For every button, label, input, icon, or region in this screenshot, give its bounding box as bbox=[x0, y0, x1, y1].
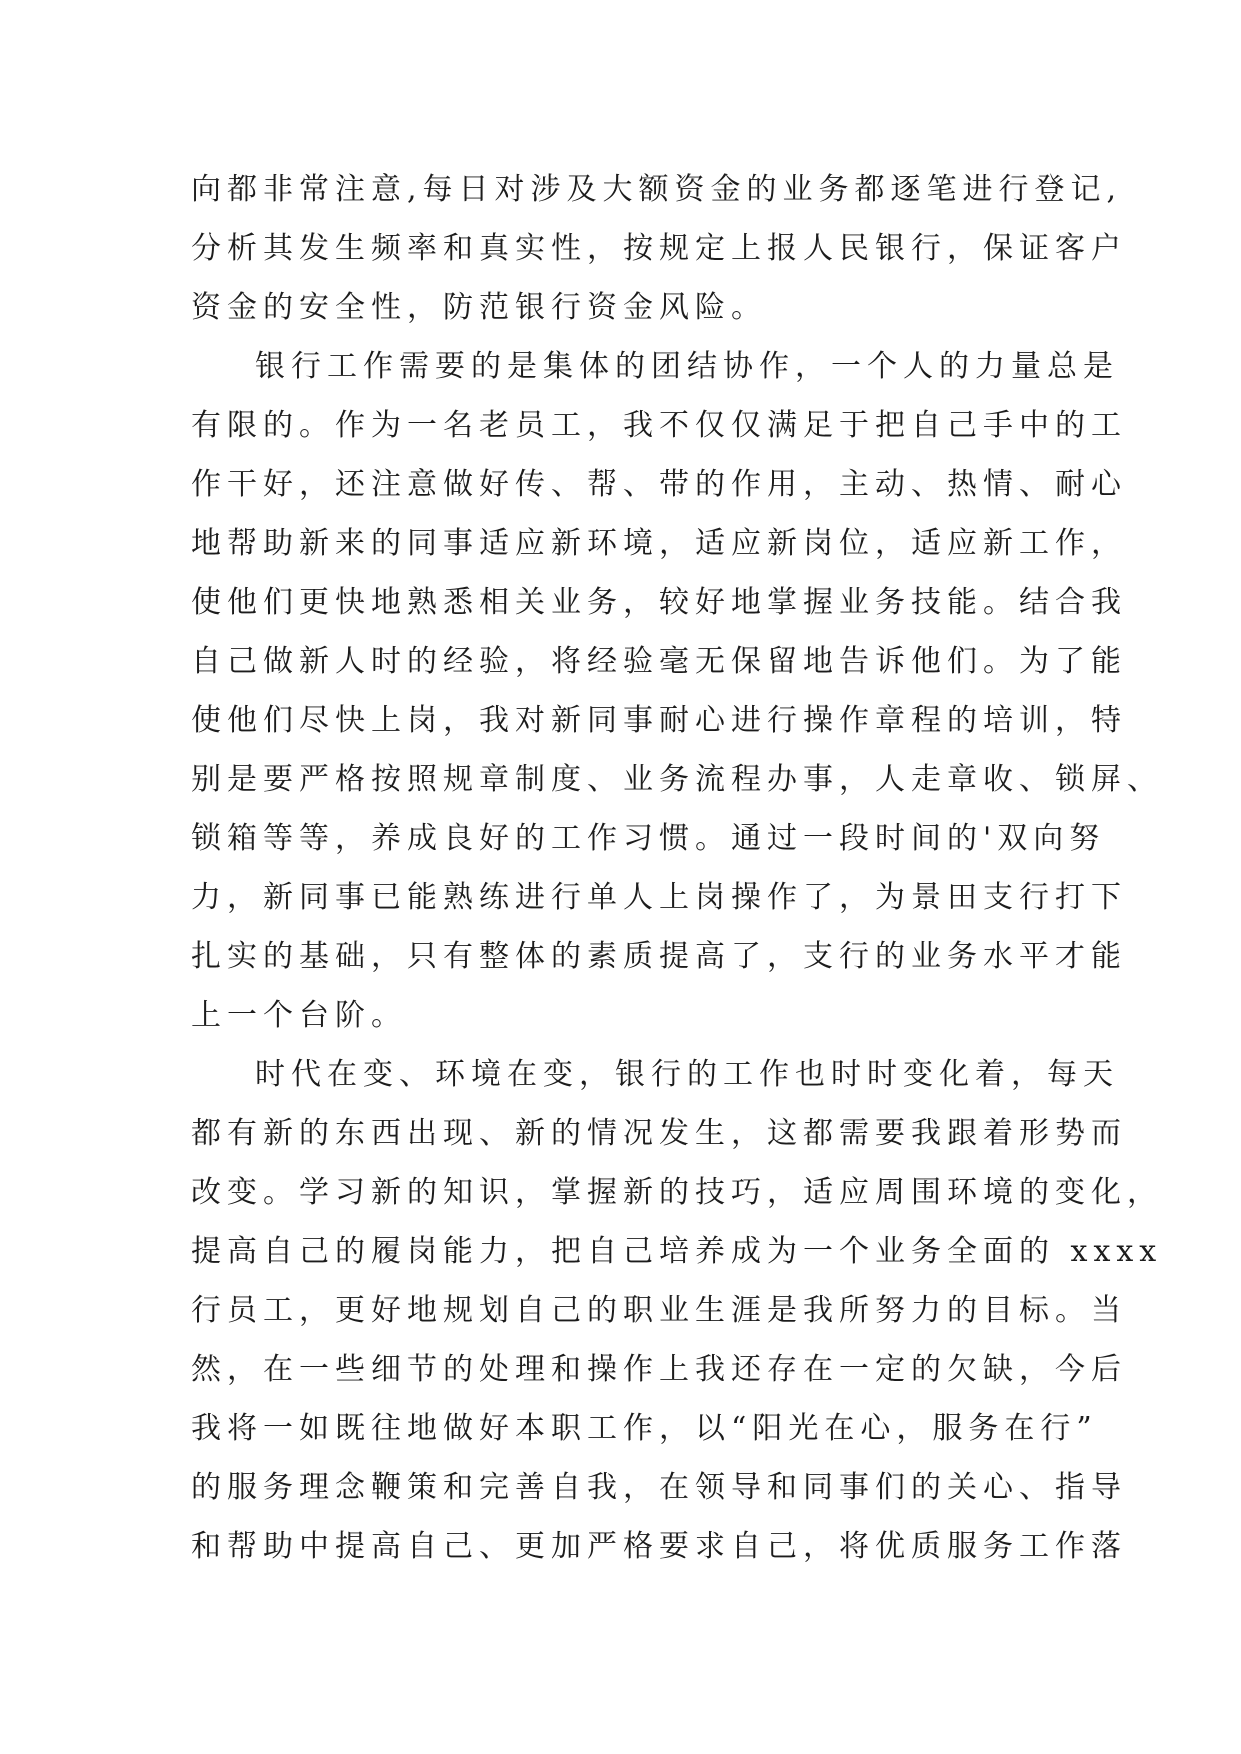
text-line: 分析其发生频率和真实性，按规定上报人民银行，保证客户 bbox=[191, 231, 1127, 266]
text-line: 别是要严格按照规章制度、业务流程办事，人走章收、锁屏、 bbox=[191, 762, 1163, 797]
text-line: 有限的。作为一名老员工，我不仅仅满足于把自己手中的工 bbox=[191, 408, 1127, 443]
text-line: 提高自己的履岗能力，把自己培养成为一个业务全面的 xxxx bbox=[191, 1234, 1163, 1269]
text-line: 向都非常注意,每日对涉及大额资金的业务都逐笔进行登记, bbox=[191, 172, 1123, 207]
text-line: 和帮助中提高自己、更加严格要求自己，将优质服务工作落 bbox=[191, 1529, 1127, 1564]
paragraph-start-line: 时代在变、环境在变，银行的工作也时时变化着，每天 bbox=[255, 1057, 1119, 1092]
paragraph-start-line: 银行工作需要的是集体的团结协作，一个人的力量总是 bbox=[255, 349, 1119, 384]
text-line: 都有新的东西出现、新的情况发生，这都需要我跟着形势而 bbox=[191, 1116, 1127, 1151]
text-line: 使他们更快地熟悉相关业务，较好地掌握业务技能。结合我 bbox=[191, 585, 1127, 620]
text-line: 资金的安全性，防范银行资金风险。 bbox=[191, 290, 767, 325]
text-line: 我将一如既往地做好本职工作，以“阳光在心，服务在行” bbox=[191, 1411, 1098, 1446]
text-line: 使他们尽快上岗，我对新同事耐心进行操作章程的培训，特 bbox=[191, 703, 1127, 738]
text-line: 锁箱等等，养成良好的工作习惯。通过一段时间的'双向努 bbox=[191, 821, 1106, 856]
text-line: 改变。学习新的知识，掌握新的技巧，适应周围环境的变化， bbox=[191, 1175, 1163, 1210]
text-line: 自己做新人时的经验，将经验毫无保留地告诉他们。为了能 bbox=[191, 644, 1127, 679]
text-line: 的服务理念鞭策和完善自我，在领导和同事们的关心、指导 bbox=[191, 1470, 1127, 1505]
text-line: 作干好，还注意做好传、帮、带的作用，主动、热情、耐心 bbox=[191, 467, 1127, 502]
text-line: 扎实的基础，只有整体的素质提高了，支行的业务水平才能 bbox=[191, 939, 1127, 974]
text-line: 地帮助新来的同事适应新环境，适应新岗位，适应新工作， bbox=[191, 526, 1127, 561]
text-line: 然，在一些细节的处理和操作上我还存在一定的欠缺，今后 bbox=[191, 1352, 1127, 1387]
text-line: 力，新同事已能熟练进行单人上岗操作了，为景田支行打下 bbox=[191, 880, 1127, 915]
text-line: 行员工，更好地规划自己的职业生涯是我所努力的目标。当 bbox=[191, 1293, 1127, 1328]
text-line: 上一个台阶。 bbox=[191, 998, 407, 1033]
